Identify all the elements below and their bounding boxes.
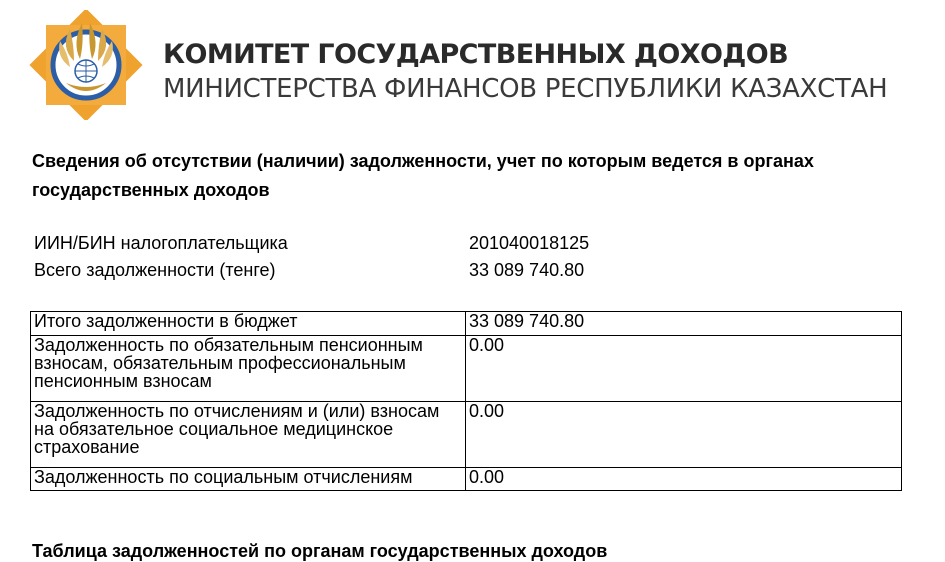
info-label: Всего задолженности (тенге) (34, 260, 276, 280)
info-row-total (34, 260, 734, 287)
org-subtitle: МИНИСТЕРСТВА ФИНАНСОВ РЕСПУБЛИКИ КАЗАХСТАН (163, 74, 888, 104)
debts-table (30, 311, 902, 491)
info-value: 33 089 740.80 (469, 260, 585, 280)
table-cell-value: 0.00 (466, 468, 902, 491)
header (26, 10, 916, 120)
table-cell-label: Итого задолженности в бюджет (31, 312, 466, 336)
kgd-emblem-icon (26, 10, 146, 120)
info-value: 201040018125 (469, 233, 590, 253)
section-title: Таблица задолженностей по органам государственных доходов (32, 541, 608, 561)
table-cell-value: 0.00 (466, 402, 902, 468)
table-cell-label: Задолженность по социальным отчислениям (31, 468, 466, 491)
table-cell-label: Задолженность по отчислениям и (или) взносам на обязательное социальное медицинское страхование (31, 402, 466, 468)
table-row (31, 336, 902, 402)
info-row-iin (34, 233, 734, 260)
table-cell-value: 33 089 740.80 (466, 312, 902, 336)
taxpayer-info (34, 233, 734, 287)
document-title: Сведения об отсутствии (наличии) задолженности, учет по которым ведется в органах государственных доходов (32, 151, 814, 200)
table-cell-value: 0.00 (466, 336, 902, 402)
table-row (31, 468, 902, 491)
table-cell-label: Задолженность по обязательным пенсионным взносам, обязательным профессиональным пенсионным взносам (31, 336, 466, 402)
table-row (31, 402, 902, 468)
table-row (31, 312, 902, 336)
info-label: ИИН/БИН налогоплательщика (34, 233, 288, 253)
org-title: КОМИТЕТ ГОСУДАРСТВЕННЫХ ДОХОДОВ (163, 39, 789, 70)
